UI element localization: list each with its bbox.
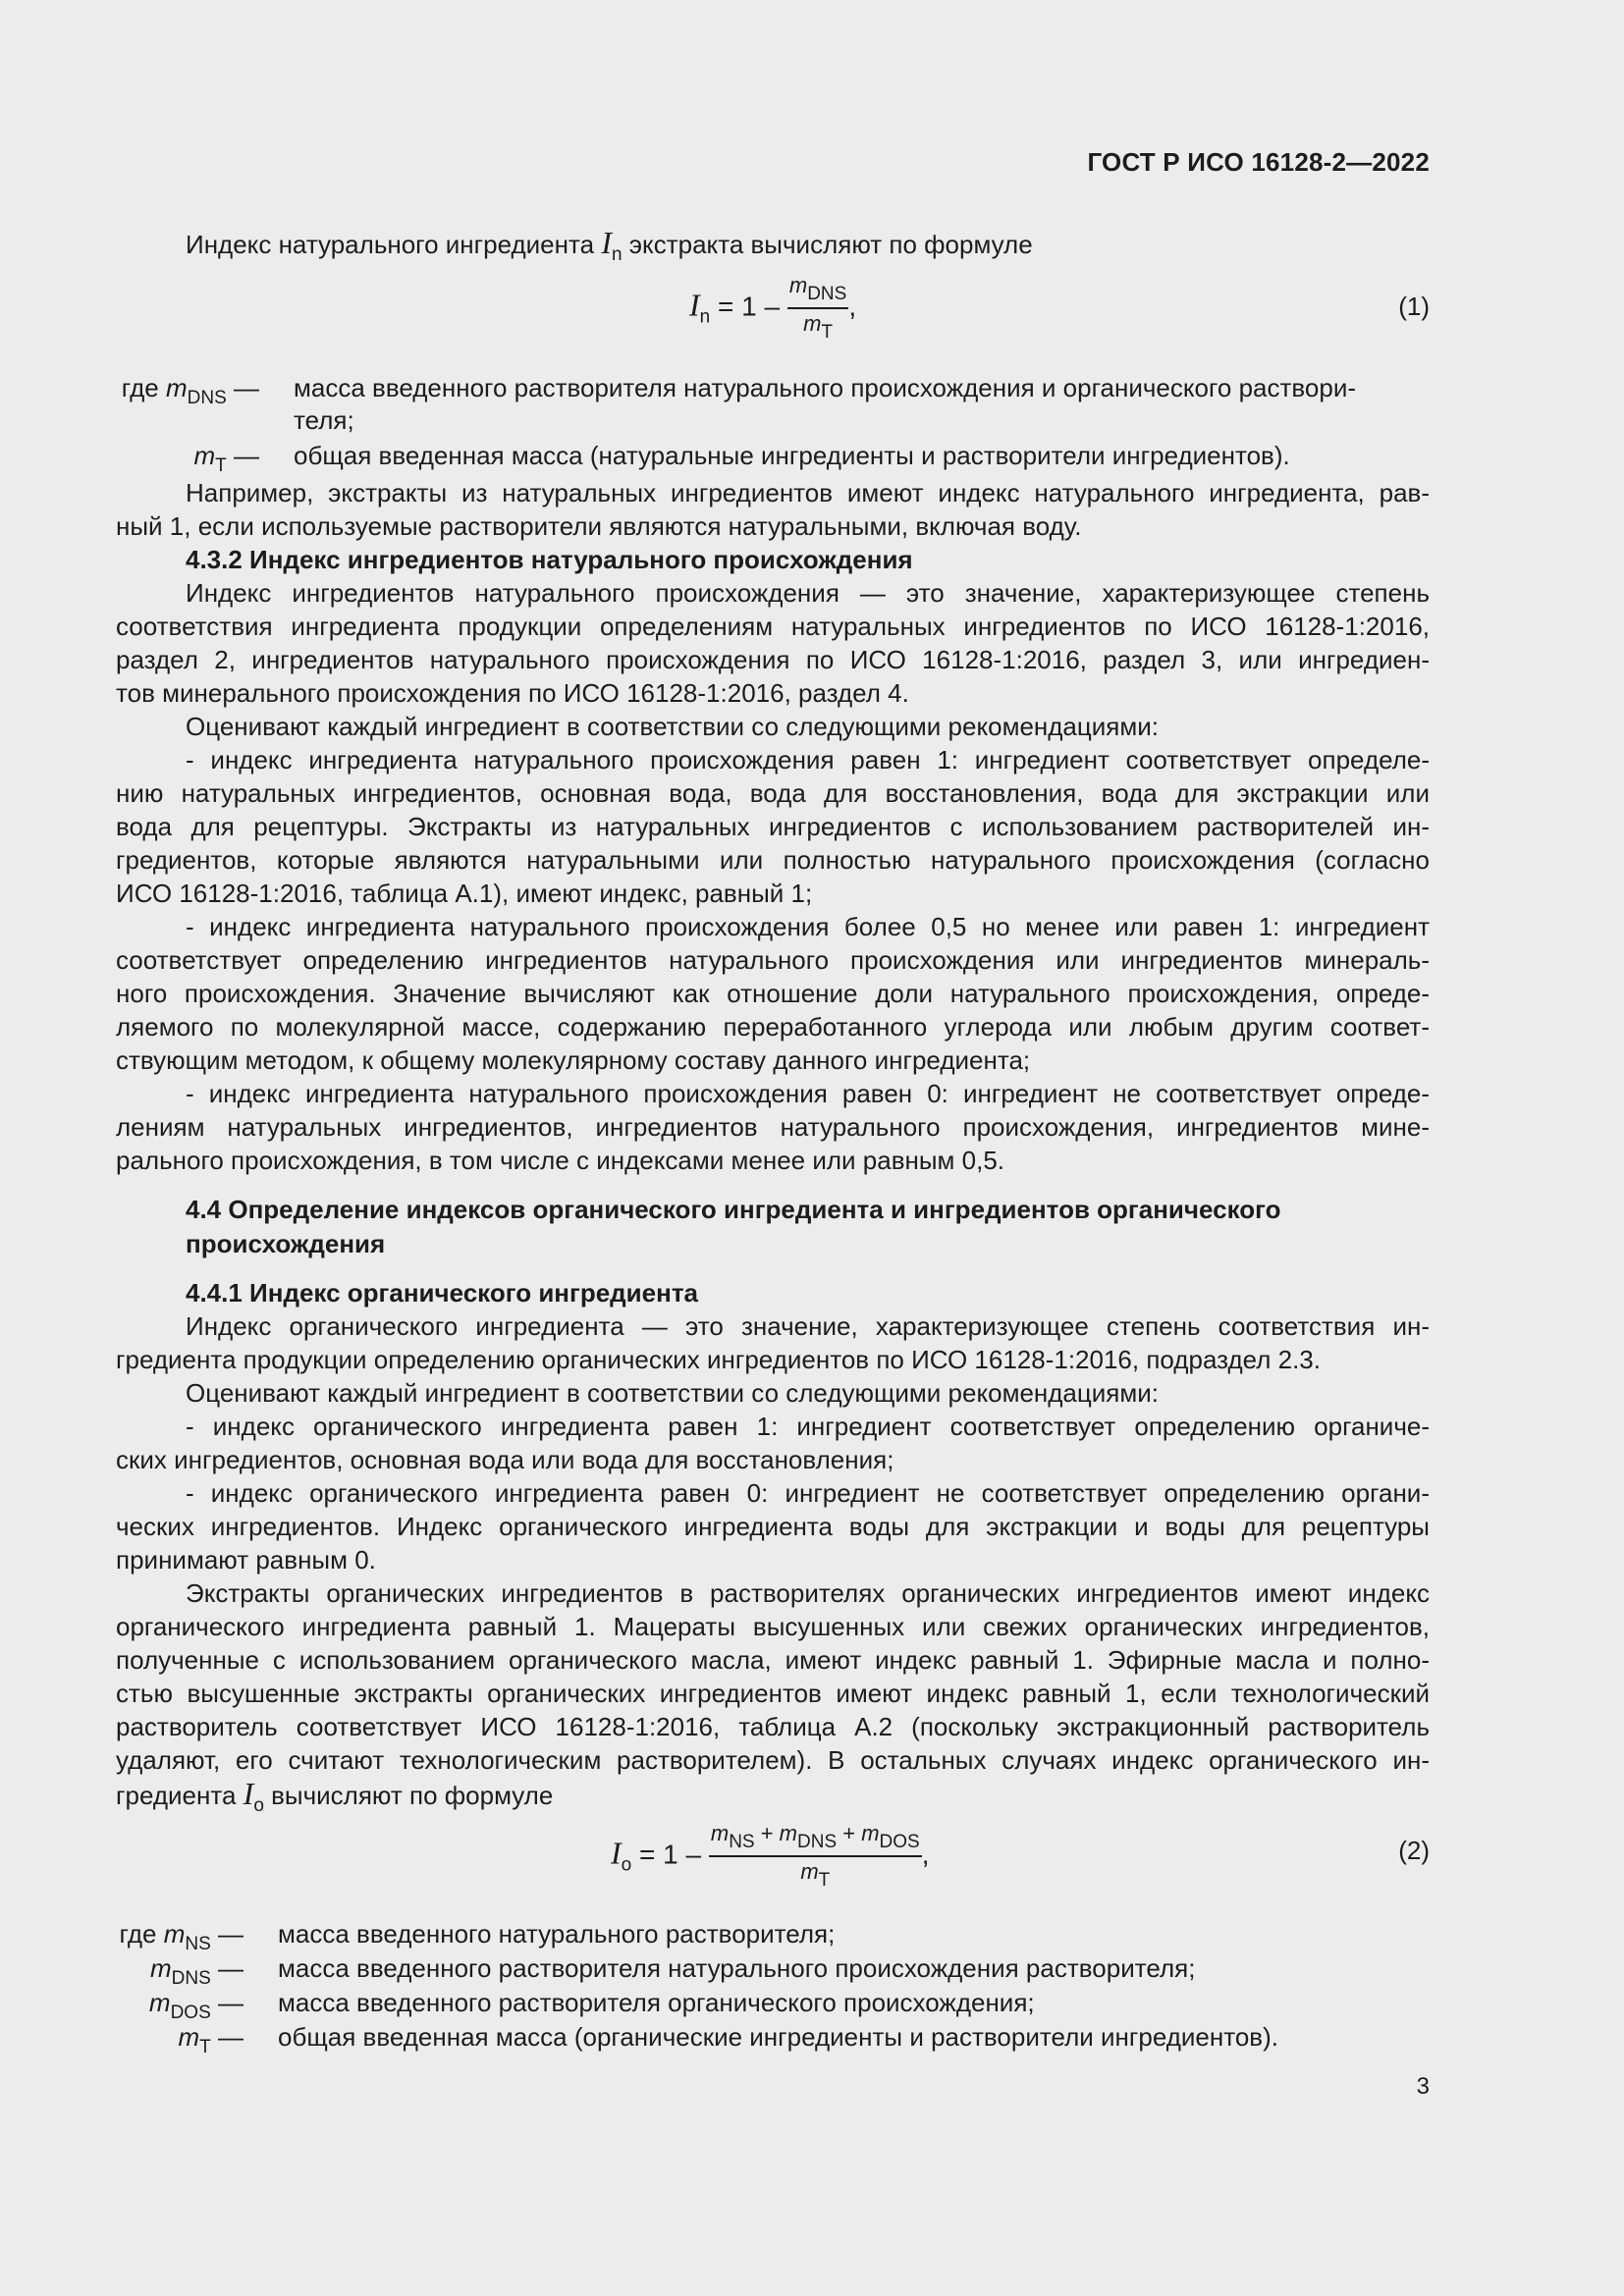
text-line-29: - индекс органического ингредиента равен 0: ингредиент не соответствует определению органи- — [186, 1478, 1430, 1508]
text-line-34: полученные с использованием органического масла, имеют индекс равный 1. Эфирные масла и полно- — [116, 1645, 1430, 1675]
text-line-14: соответствует определению ингредиентов натурального происхождения или ингредиентов минераль- — [116, 945, 1430, 975]
text-line-9: нию натуральных ингредиентов, основная вода, вода для восстановления, вода для экстракции или — [116, 778, 1430, 808]
where2-symbol-3: $m_T$ — — [178, 2022, 244, 2057]
text-line-17: ствующим методом, к общему молекулярному составу данного ингредиента; — [116, 1045, 1031, 1075]
where2-symbol-1: $m_{DNS}$ — — [149, 1953, 244, 1989]
text-line-20: рального происхождения, в том числе с индексами менее или равным 0,5. — [116, 1146, 1005, 1175]
text-line-0: Например, экстракты из натуральных ингредиентов имеют индекс натурального ингредиента, рав- — [186, 478, 1430, 507]
formula-1: $I_n = 1$ – $\frac{\text{mDNS}}{mT}$ , — [689, 273, 857, 343]
text-line-1: ный 1, если используемые растворители являются натуральными, включая воду. — [116, 511, 1082, 541]
equation-number-1: (1) — [1398, 292, 1430, 321]
text-line-27: - индекс органического ингредиента равен 1: ингредиент соответствует определению органиче- — [186, 1412, 1430, 1441]
text-line-32: Экстракты органических ингредиентов в растворителях органических ингредиентов имеют индекс — [186, 1578, 1430, 1608]
where1-symbol-0: где $m_{DNS}$ — — [121, 373, 259, 408]
text-line-11: гредиентов, которые являются натуральными или полностью натурального происхождения (согласно — [116, 845, 1430, 875]
where1-desc-1: теля; — [294, 405, 354, 435]
text-line-6: тов минерального происхождения по ИСО 16128-1:2016, раздел 4. — [116, 678, 909, 708]
section-4-4-heading: 4.4 Определение индексов органического ингредиента и ингредиентов органического — [186, 1195, 1281, 1224]
text-line-33: органического ингредиента равный 1. Мацераты высушенных или свежих органических ингредиентов, — [116, 1612, 1430, 1641]
text-line-4: соответствия ингредиента продукции определениям натуральных ингредиентов по ИСО 16128-1:2016, — [116, 612, 1430, 641]
text-line-15: ного происхождения. Значение вычисляют как отношение доли натурального происхождения, опреде- — [116, 979, 1430, 1008]
text-line-36: растворитель соответствует ИСО 16128-1:2016, таблица А.2 (поскольку экстракционный растворитель — [116, 1712, 1430, 1741]
where1-desc-0: масса введенного растворителя натурального происхождения и органического раствори- — [294, 373, 1357, 402]
section-4-3-2-heading: 4.3.2 Индекс ингредиентов натурального происхождения — [186, 545, 913, 574]
formula-1-fraction: $\frac{\text{mDNS}}{mT}$ — [788, 273, 847, 343]
text-line-8: - индекс ингредиента натурального происхождения равен 1: ингредиент соответствует определе- — [186, 745, 1430, 774]
text-line-26: Оценивают каждый ингредиент в соответствии со следующими рекомендациями: — [186, 1378, 1160, 1408]
paragraph-intro: Индекс натурального ингредиента $I_n$ экстракта вычисляют по формуле — [186, 225, 1033, 265]
standard-header: ГОСТ Р ИСО 16128-2—2022 — [1087, 147, 1430, 177]
text-line-25: гредиента продукции определению органических ингредиентов по ИСО 16128-1:2016, подраздел 2.3. — [116, 1345, 1321, 1374]
text-line-31: принимают равным 0. — [116, 1545, 376, 1575]
equation-number-2: (2) — [1398, 1836, 1430, 1865]
section-4-4-1-heading: 4.4.1 Индекс органического ингредиента — [186, 1278, 699, 1308]
formula-2: $I_o = 1$ – $\frac{\text{mNS + mDNS + mDOS}}{mT}$ , — [611, 1821, 930, 1891]
text-line-7: Оценивают каждый ингредиент в соответствии со следующими рекомендациями: — [186, 712, 1160, 741]
where2-desc-0: масса введенного натурального растворителя; — [278, 1919, 836, 1949]
text-line-16: ляемого по молекулярной массе, содержанию переработанного углерода или любым другим соответ- — [116, 1012, 1430, 1041]
text-line-19: лениям натуральных ингредиентов, ингредиентов натурального происхождения, ингредиентов мине- — [116, 1112, 1430, 1142]
text-line-10: вода для рецептуры. Экстракты из натуральных ингредиентов с использованием растворителей ин- — [116, 812, 1430, 841]
where2-desc-1: масса введенного растворителя натурального происхождения растворителя; — [278, 1953, 1196, 1983]
text-line-30: ческих ингредиентов. Индекс органического ингредиента воды для экстракции и воды для рецептуры — [116, 1512, 1430, 1541]
section-4-4-heading-cont: происхождения — [186, 1229, 386, 1258]
where2-symbol-0: где $m_{NS}$ — — [119, 1919, 244, 1954]
formula-2-fraction: $\frac{\text{mNS + mDNS + mDOS}}{mT}$ — [710, 1821, 920, 1891]
text-line-38: гредиента $I_o$ вычисляют по формуле — [116, 1776, 554, 1816]
text-line-37: удаляют, его считают технологическим растворителем). В остальных случаях индекс органического ин- — [116, 1745, 1430, 1775]
text-line-28: ских ингредиентов, основная вода или вода для восстановления; — [116, 1445, 894, 1474]
text-line-12: ИСО 16128-1:2016, таблица А.1), имеют индекс, равный 1; — [116, 879, 813, 908]
where1-desc-2: общая введенная масса (натуральные ингредиенты и растворители ингредиентов). — [294, 441, 1290, 470]
page-number: 3 — [1416, 2073, 1430, 2100]
text-line-3: Индекс ингредиентов натурального происхождения — это значение, характеризующее степень — [186, 578, 1430, 608]
text-line-5: раздел 2, ингредиентов натурального происхождения по ИСО 16128-1:2016, раздел 3, или ингредиен- — [116, 645, 1430, 674]
text-line-18: - индекс ингредиента натурального происхождения равен 0: ингредиент не соответствует опреде- — [186, 1079, 1430, 1108]
where2-symbol-2: $m_{DOS}$ — — [148, 1988, 244, 2023]
where2-desc-2: масса введенного растворителя органического происхождения; — [278, 1988, 1035, 2017]
where1-symbol-2: $m_T$ — — [193, 441, 259, 476]
text-line-24: Индекс органического ингредиента — это значение, характеризующее степень соответствия ин- — [186, 1311, 1430, 1341]
text-line-35: стью высушенные экстракты органических ингредиентов имеют индекс равный 1, если технологический — [116, 1679, 1430, 1708]
where2-desc-3: общая введенная масса (органические ингредиенты и растворители ингредиентов). — [278, 2022, 1278, 2052]
text-line-13: - индекс ингредиента натурального происхождения более 0,5 но менее или равен 1: ингредиент — [186, 912, 1430, 941]
